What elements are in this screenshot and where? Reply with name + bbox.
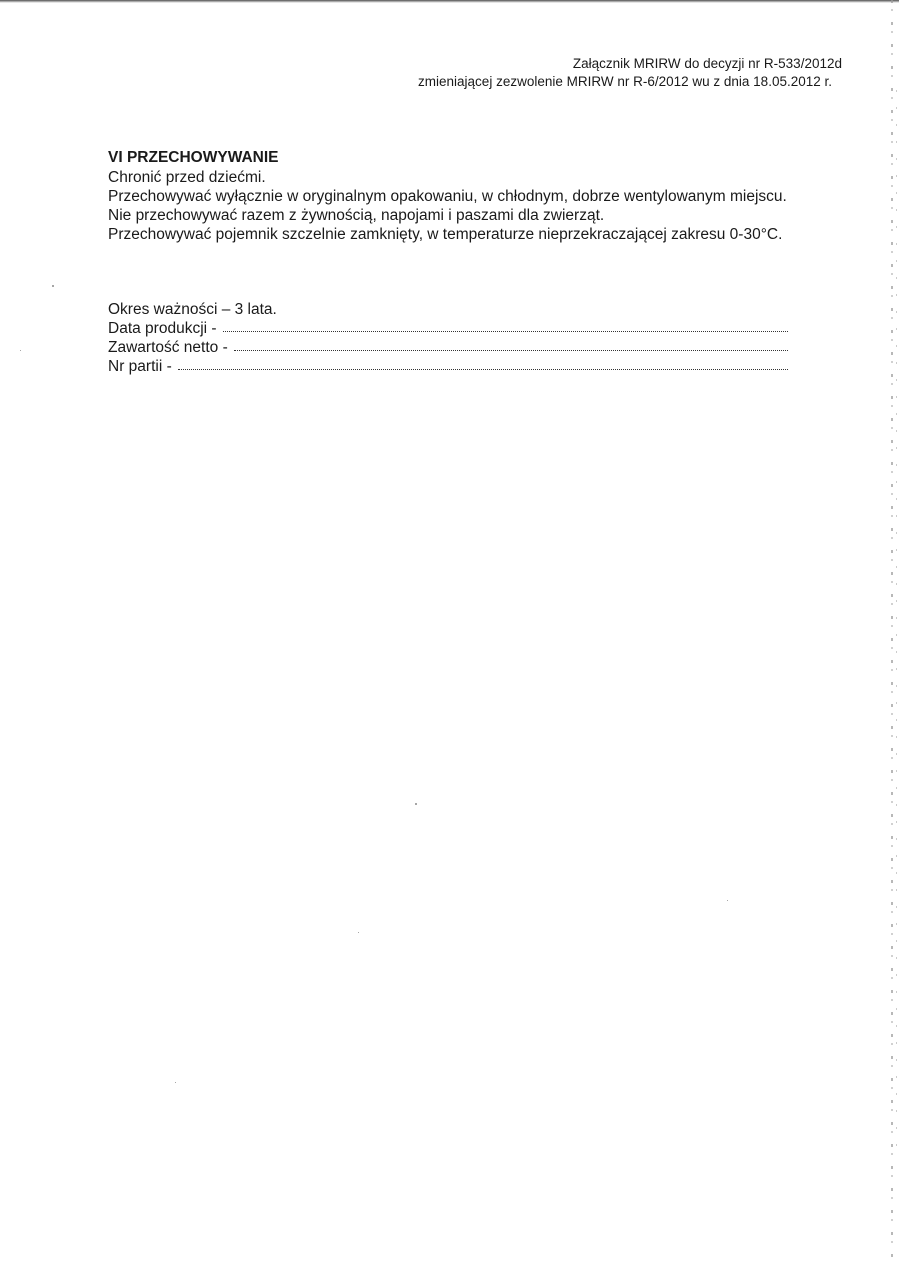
scan-border-top (0, 0, 899, 3)
label-fields (108, 300, 788, 376)
net-content-field (108, 338, 788, 357)
scan-speck (415, 803, 417, 805)
storage-instruction: Przechowywać wyłącznie w oryginalnym opakowaniu, w chłodnym, dobrze wentylowanym miejscu. (108, 188, 787, 205)
scan-border-right (891, 0, 893, 1262)
production-date-field (108, 319, 788, 338)
net-content-label: Zawartość netto - (108, 339, 228, 356)
header-permit-reference: zmieniającej zezwolenie MRIRW nr R-6/2012 wu z dnia 18.05.2012 r. (418, 74, 832, 89)
shelf-life-text: Okres ważności – 3 lata. (108, 301, 277, 318)
fill-in-dotted-line (234, 347, 788, 351)
production-date-label: Data produkcji - (108, 320, 217, 337)
scan-border-right-inner (896, 90, 897, 1150)
scan-speck (20, 350, 21, 351)
batch-number-label: Nr partii - (108, 358, 172, 375)
scan-speck (727, 900, 728, 901)
scan-speck (358, 932, 359, 933)
scan-speck (52, 285, 54, 287)
header-annex-reference: Załącznik MRIRW do decyzji nr R-533/2012d (572, 56, 842, 71)
section-title: VI PRZECHOWYWANIE (108, 149, 279, 166)
fill-in-dotted-line (178, 366, 788, 370)
storage-instruction: Przechowywać pojemnik szczelnie zamknięty, w temperaturze nieprzekraczającej zakresu 0-30°C. (108, 226, 783, 243)
batch-number-field (108, 357, 788, 376)
fill-in-dotted-line (223, 328, 788, 332)
document-header (418, 55, 842, 91)
storage-instruction: Nie przechowywać razem z żywnością, napojami i paszami dla zwierząt. (108, 207, 605, 224)
scan-speck (175, 1082, 176, 1083)
storage-instruction: Chronić przed dziećmi. (108, 169, 266, 186)
storage-section (108, 148, 848, 244)
